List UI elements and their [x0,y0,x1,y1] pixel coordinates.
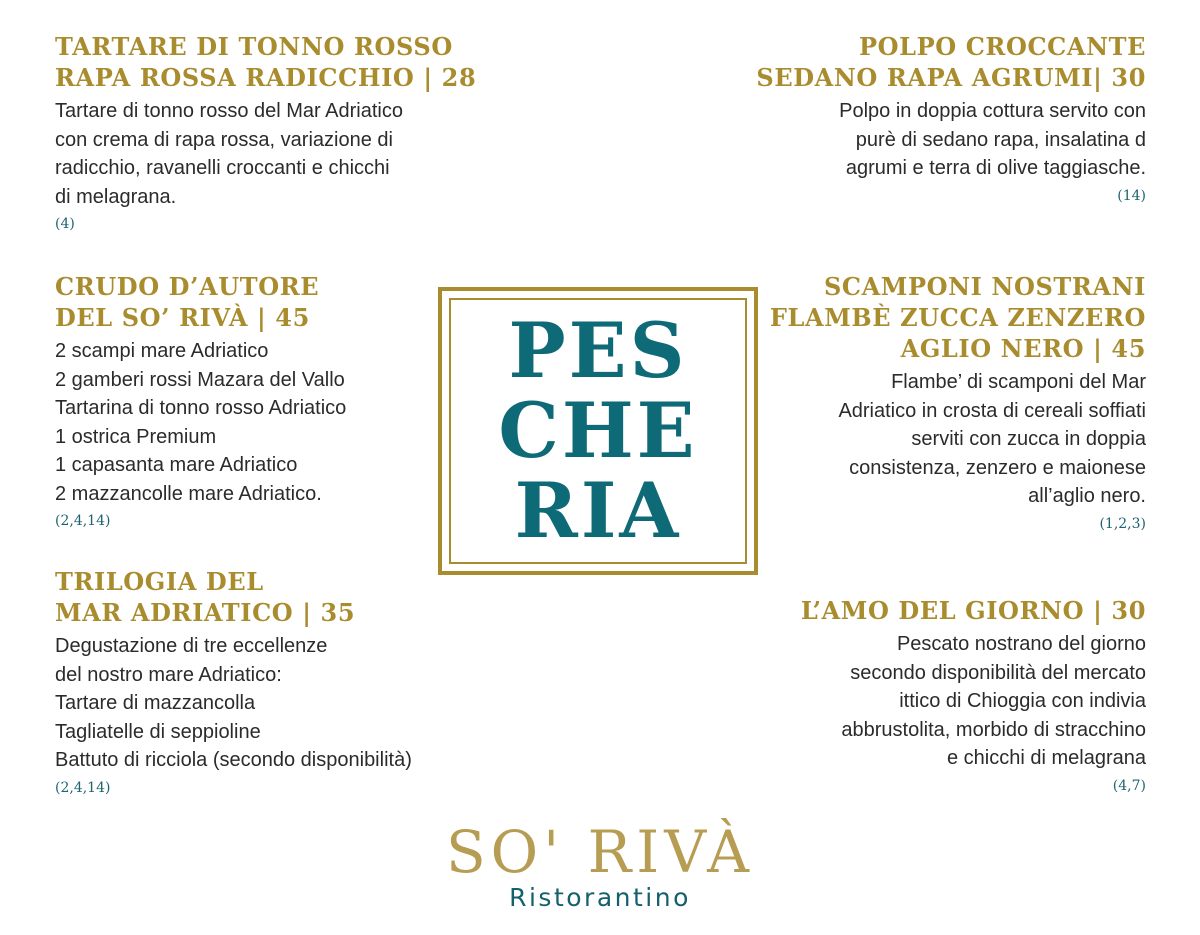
dish-description-line: Battuto di ricciola (secondo disponibilità) [55,749,412,771]
restaurant-name: SO' RIVÀ [445,818,755,886]
dish-title-line: CRUDO D’AUTORE [55,272,320,301]
dish-description [756,97,1146,183]
dish-description-line: all’aglio nero. [1028,485,1146,507]
dish-description-line: Degustazione di tre eccellenze [55,635,328,657]
dish-description-line: 2 scampi mare Adriatico [55,340,269,362]
dish-description-line: purè di sedano rapa, insalatina d [855,128,1146,151]
dish-description-line: 2 gamberi rossi Mazara del Vallo [55,368,345,391]
dish-description-line: Tartarina di tonno rosso Adriatico [55,397,347,419]
dish-description-line: radicchio, ravanelli croccanti e chicchi [55,157,390,179]
dish-title-line: SCAMPONI NOSTRANI [823,272,1146,301]
dish-title-line: MAR ADRIATICO | 35 [55,598,356,627]
dish-title-line: POLPO CROCCANTE [858,32,1146,61]
dish-title [801,595,1146,626]
dish-description-line: abbrustolita, morbido di stracchino [841,718,1146,741]
logo-text-line: PES [508,306,688,395]
allergen-codes: (1,2,3) [1099,515,1146,532]
dish-description-line: con crema di rapa rossa, variazione di [55,128,393,151]
dish-trilogia [55,566,412,798]
dish-description-line: 1 ostrica Premium [55,425,217,448]
dish-description-line: Tagliatelle di seppioline [55,720,261,743]
dish-title [55,566,412,628]
dish-description-line: Tartare di tonno rosso del Mar Adriatico [55,100,403,122]
restaurant-subtitle: Ristorantino [509,883,691,912]
allergen-codes: (2,4,14) [55,779,111,796]
dish-title [55,271,346,333]
dish-description-line: Adriatico in crosta di cereali soffiati [838,399,1146,422]
dish-description-line: consistenza, zenzero e maionese [849,456,1146,479]
allergen-codes: (4,7) [1112,777,1146,794]
pescheria-logo [438,287,758,575]
dish-description [55,337,346,508]
dish-amo [801,595,1146,796]
dish-title-line: SEDANO RAPA AGRUMI| 30 [756,63,1146,92]
allergen-codes: (4) [55,216,75,232]
allergen-codes: (2,4,14) [55,513,111,529]
dish-description-line: 1 capasanta mare Adriatico [55,454,298,476]
dish-title-line: AGLIO NERO | 45 [900,334,1146,363]
dish-description-line: Tartare di mazzancolla [55,692,256,714]
dish-title [55,31,476,93]
dish-title-line: DEL SO’ RIVÀ | 45 [55,303,310,332]
dish-scamponi [770,271,1146,534]
dish-description-line: e chicchi di melagrana [947,747,1146,769]
dish-description-line: del nostro mare Adriatico: [55,663,282,686]
dish-description [801,630,1146,773]
logo-text-line: RIA [514,466,682,555]
dish-description-line: serviti con zucca in doppia [911,428,1146,450]
dish-description-line: secondo disponibilità del mercato [850,661,1146,684]
dish-title-line: L’AMO DEL GIORNO | 30 [800,596,1146,625]
logo-text-line: CHE [498,386,698,475]
dish-polpo [756,31,1146,206]
dish-title [756,31,1146,93]
dish-description-line: 2 mazzancolle mare Adriatico. [55,482,322,505]
dish-title-line: TRILOGIA DEL [55,567,264,596]
pescheria-logo-inner-frame [449,298,747,564]
dish-description-line: agrumi e terra di olive taggiasche. [845,157,1146,179]
dish-tartare [55,31,476,234]
dish-title [770,271,1146,364]
dish-description [55,97,476,211]
dish-description-line: ittico di Chioggia con indivia [899,690,1146,712]
dish-title-line: RAPA ROSSA RADICCHIO | 28 [55,63,477,92]
dish-description-line: Polpo in doppia cottura servito con [839,100,1146,122]
dish-title-line: TARTARE DI TONNO ROSSO [55,32,453,61]
dish-description [770,368,1146,511]
allergen-codes: (14) [1117,187,1146,204]
dish-description [55,632,412,775]
dish-description-line: di melagrana. [55,185,177,208]
dish-title-line: FLAMBÈ ZUCCA ZENZERO [769,303,1146,332]
dish-description-line: Flambe’ di scamponi del Mar [891,371,1146,393]
dish-crudo [55,271,346,531]
dish-description-line: Pescato nostrano del giorno [896,633,1146,655]
